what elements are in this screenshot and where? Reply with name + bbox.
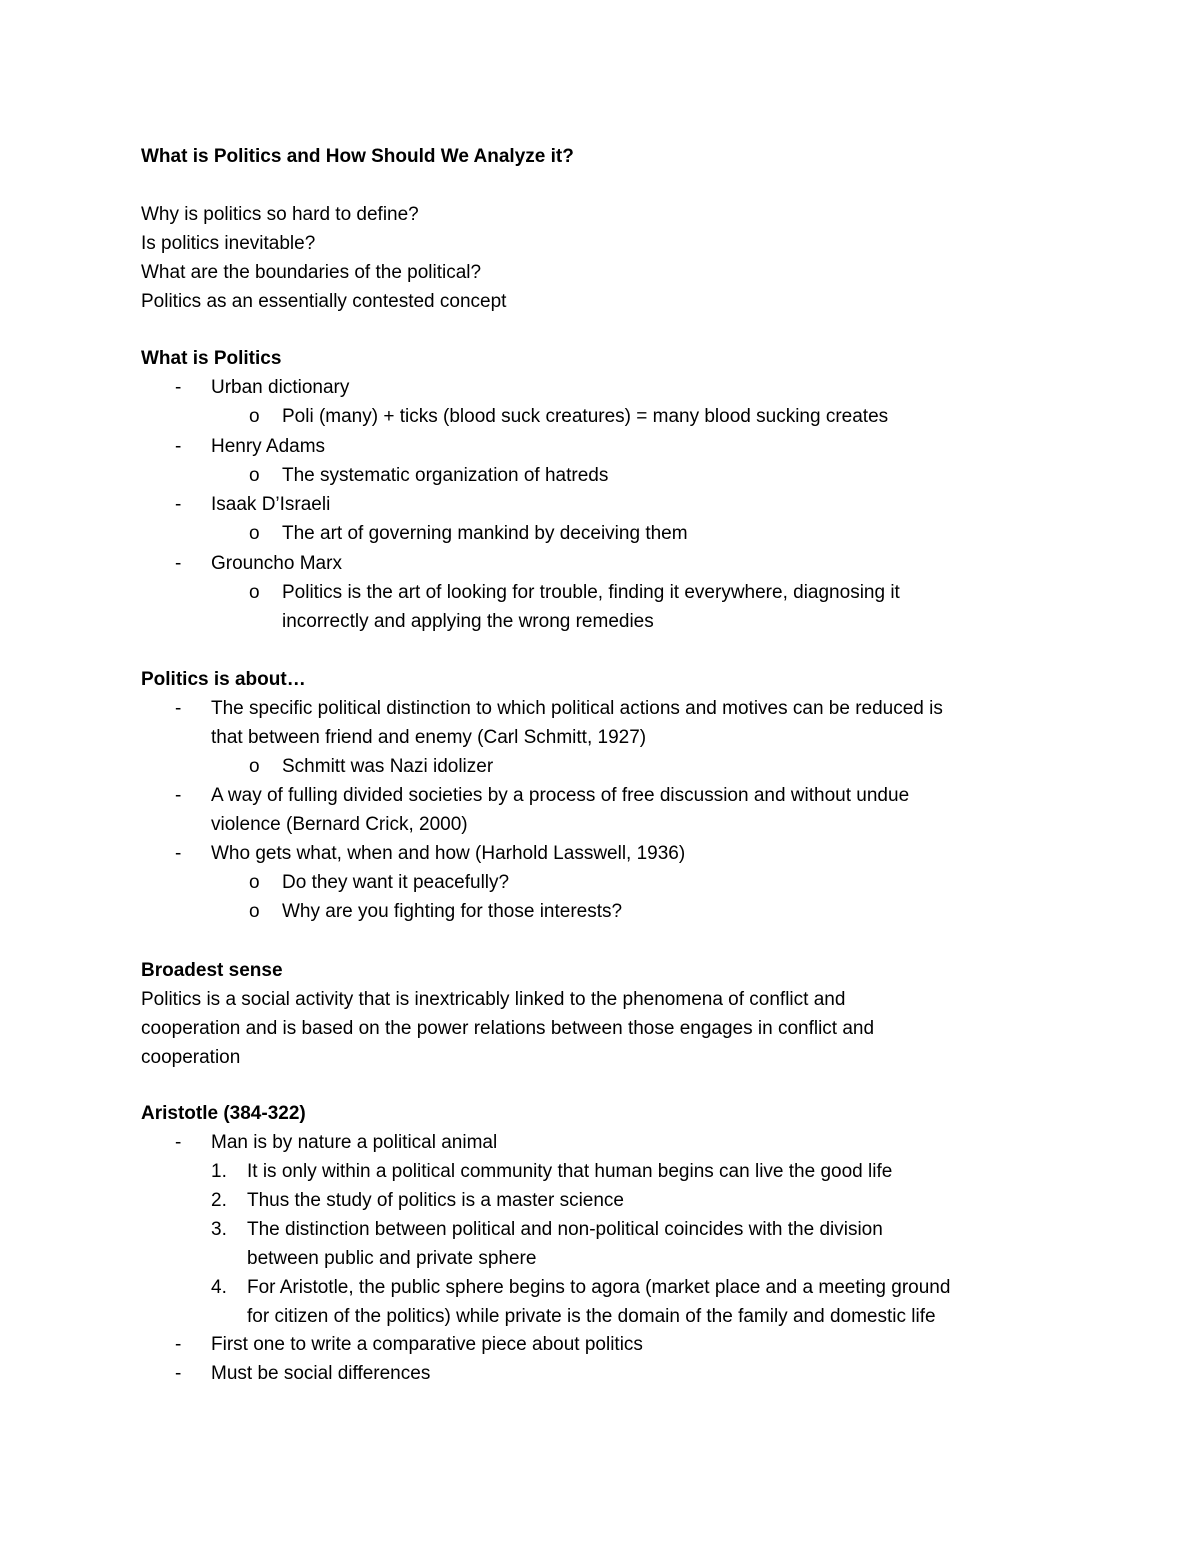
paragraph-text: Politics is a social activity that is inextricably linked to the phenomena of conflict and [141, 989, 846, 1010]
dash-bullet: - [175, 843, 182, 864]
bullet-text: Who gets what, when and how (Harhold Lasswell, 1936) [211, 843, 686, 864]
numbered-item [0, 1273, 1200, 1302]
question-line [0, 229, 1200, 258]
bullet-text: that between friend and enemy (Carl Schmitt, 1927) [211, 727, 647, 748]
numbered-item [0, 1186, 1200, 1215]
sub-bullet-item [0, 519, 1200, 548]
dash-bullet: - [175, 553, 182, 574]
numbered-item [0, 1215, 1200, 1244]
section-heading: Broadest sense [141, 960, 283, 981]
sub-bullet-text: incorrectly and applying the wrong remedies [282, 611, 654, 632]
sub-bullet-item [0, 752, 1200, 781]
dash-bullet: - [175, 1363, 182, 1384]
numbered-continuation [0, 1302, 1200, 1331]
bullet-item [0, 1359, 1200, 1388]
dash-bullet: - [175, 494, 182, 515]
dash-bullet: - [175, 1334, 182, 1355]
dash-bullet: - [175, 1132, 182, 1153]
numbered-text: For Aristotle, the public sphere begins to agora (market place and a meeting ground [247, 1277, 951, 1298]
question-line [0, 258, 1200, 287]
sub-bullet-item [0, 461, 1200, 490]
document-title: What is Politics and How Should We Analyze it? [141, 146, 574, 167]
sub-bullet-text: Do they want it peacefully? [282, 872, 510, 893]
bullet-text: A way of fulling divided societies by a process of free discussion and without undue [211, 785, 910, 806]
circle-bullet: o [249, 406, 260, 427]
sub-bullet-item [0, 578, 1200, 607]
dash-bullet: - [175, 436, 182, 457]
bullet-text: The specific political distinction to which political actions and motives can be reduced is [211, 698, 943, 719]
bullet-item [0, 781, 1200, 810]
question-text: What are the boundaries of the political? [141, 262, 482, 283]
bullet-item [0, 432, 1200, 461]
sub-bullet-text: Politics is the art of looking for trouble, finding it everywhere, diagnosing it [282, 582, 900, 603]
section-heading: Aristotle (384-322) [141, 1103, 306, 1124]
sub-bullet-item [0, 868, 1200, 897]
sub-bullet-item [0, 897, 1200, 926]
circle-bullet: o [249, 901, 260, 922]
section-heading: Politics is about… [141, 669, 306, 690]
paragraph-line [0, 1014, 1200, 1043]
question-text: Is politics inevitable? [141, 233, 316, 254]
paragraph-line [0, 1043, 1200, 1072]
section-heading-line [0, 1099, 1200, 1128]
bullet-item [0, 694, 1200, 723]
question-text: Why is politics so hard to define? [141, 204, 419, 225]
bullet-continuation [0, 723, 1200, 752]
dash-bullet: - [175, 785, 182, 806]
sub-bullet-text: Schmitt was Nazi idolizer [282, 756, 494, 777]
sub-bullet-item [0, 402, 1200, 431]
question-text: Politics as an essentially contested concept [141, 291, 507, 312]
circle-bullet: o [249, 465, 260, 486]
section-heading-line [0, 956, 1200, 985]
sub-bullet-text: The art of governing mankind by deceiving them [282, 523, 688, 544]
bullet-text: Grouncho Marx [211, 553, 342, 574]
bullet-item [0, 839, 1200, 868]
section-heading-line [0, 344, 1200, 373]
sub-bullet-text: Poli (many) + ticks (blood suck creatures) = many blood sucking creates [282, 406, 889, 427]
bullet-text: Henry Adams [211, 436, 326, 457]
numbered-text: It is only within a political community that human begins can live the good life [247, 1161, 893, 1182]
section-heading-line [0, 665, 1200, 694]
numbered-text: for citizen of the politics) while private is the domain of the family and domestic life [247, 1306, 936, 1327]
bullet-text: Urban dictionary [211, 377, 350, 398]
circle-bullet: o [249, 756, 260, 777]
sub-bullet-continuation [0, 607, 1200, 636]
dash-bullet: - [175, 377, 182, 398]
bullet-text: Isaak D’Israeli [211, 494, 331, 515]
numbered-text: between public and private sphere [247, 1248, 537, 1269]
bullet-item [0, 1330, 1200, 1359]
bullet-text: First one to write a comparative piece about politics [211, 1334, 643, 1355]
bullet-text: Must be social differences [211, 1363, 431, 1384]
circle-bullet: o [249, 582, 260, 603]
numbered-item [0, 1157, 1200, 1186]
list-number: 1. [211, 1161, 227, 1182]
question-line [0, 200, 1200, 229]
bullet-text: violence (Bernard Crick, 2000) [211, 814, 468, 835]
paragraph-text: cooperation [141, 1047, 241, 1068]
section-heading: What is Politics [141, 348, 282, 369]
numbered-continuation [0, 1244, 1200, 1273]
circle-bullet: o [249, 872, 260, 893]
question-line [0, 287, 1200, 316]
bullet-continuation [0, 810, 1200, 839]
sub-bullet-text: The systematic organization of hatreds [282, 465, 609, 486]
circle-bullet: o [249, 523, 260, 544]
bullet-item [0, 549, 1200, 578]
paragraph-line [0, 985, 1200, 1014]
list-number: 4. [211, 1277, 227, 1298]
bullet-item [0, 373, 1200, 402]
bullet-item [0, 1128, 1200, 1157]
numbered-text: The distinction between political and non-political coincides with the division [247, 1219, 883, 1240]
bullet-text: Man is by nature a political animal [211, 1132, 498, 1153]
bullet-item [0, 490, 1200, 519]
sub-bullet-text: Why are you fighting for those interests? [282, 901, 623, 922]
dash-bullet: - [175, 698, 182, 719]
list-number: 2. [211, 1190, 227, 1211]
numbered-text: Thus the study of politics is a master science [247, 1190, 624, 1211]
paragraph-text: cooperation and is based on the power relations between those engages in conflict and [141, 1018, 875, 1039]
document-title-line [0, 142, 1200, 171]
list-number: 3. [211, 1219, 227, 1240]
